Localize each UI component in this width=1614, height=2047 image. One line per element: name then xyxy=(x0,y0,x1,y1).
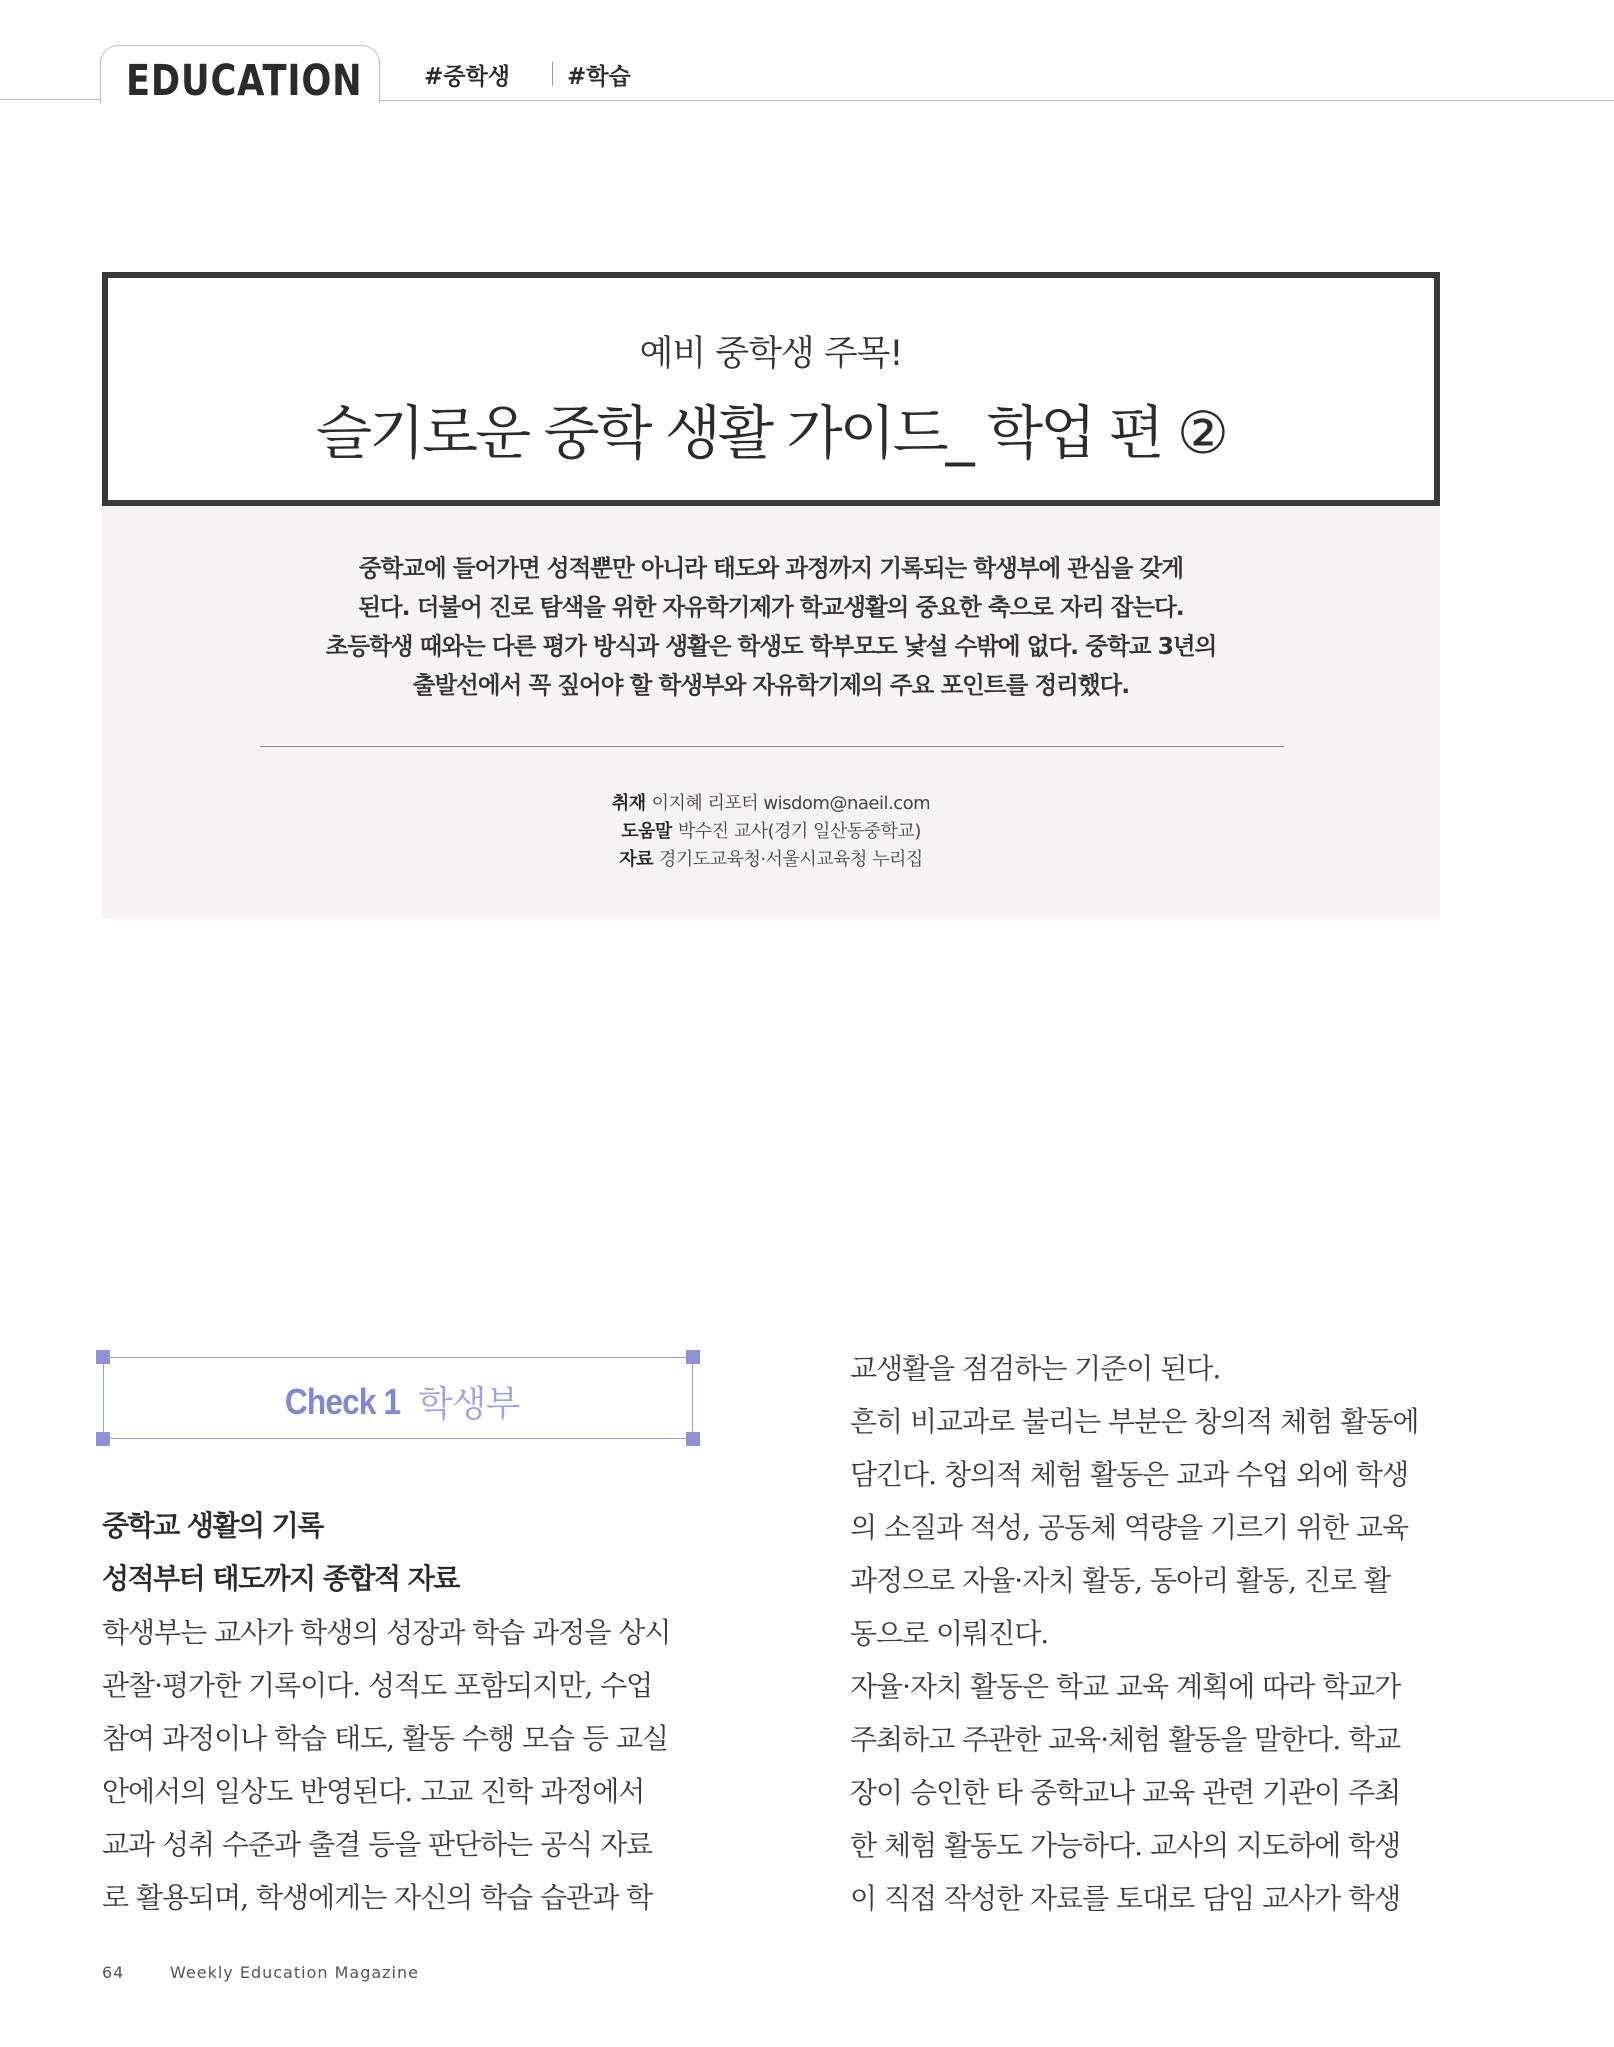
check-section-box xyxy=(103,1357,693,1439)
tag-separator xyxy=(552,62,553,86)
corner-square-icon xyxy=(686,1432,700,1446)
lead-line: 초등학생 때와는 다른 평가 방식과 생활은 학생도 학부모도 낯설 수밖에 없다. 중학교 3년의 xyxy=(325,632,1217,660)
tag-study: #학습 xyxy=(567,64,631,90)
body-line: 로 활용되며, 학생에게는 자신의 학습 습관과 학 xyxy=(102,1881,653,1914)
lead-divider xyxy=(260,746,1284,747)
corner-square-icon xyxy=(686,1350,700,1364)
check-label: Check 1 xyxy=(284,1380,401,1422)
lead-paragraph xyxy=(262,549,1280,705)
section-heading: 성적부터 태도까지 종합적 자료 xyxy=(102,1562,459,1595)
body-column-left xyxy=(102,1606,692,1924)
body-line: 안에서의 일상도 반영된다. 고교 진학 과정에서 xyxy=(102,1775,645,1808)
body-line: 장이 승인한 타 중학교나 교육 관련 기관이 주최 xyxy=(850,1776,1401,1809)
lead-line: 출발선에서 꼭 짚어야 할 학생부와 자유학기제의 주요 포인트를 정리했다. xyxy=(412,671,1130,699)
credit-advisor xyxy=(102,818,1440,846)
tag-middle-school: #중학생 xyxy=(424,64,510,90)
header-rule-right xyxy=(380,100,1614,101)
credit-key: 자료 xyxy=(619,849,653,870)
body-line: 학생부는 교사가 학생의 성장과 학습 과정을 상시 xyxy=(102,1616,671,1649)
credit-key: 도움말 xyxy=(621,821,672,842)
credit-value: 이지혜 리포터 wisdom@naeil.com xyxy=(651,793,931,814)
corner-square-icon xyxy=(96,1350,110,1364)
body-line: 흔히 비교과로 불리는 부분은 창의적 체험 활동에 xyxy=(850,1405,1419,1438)
magazine-name: Weekly Education Magazine xyxy=(170,1963,419,1982)
body-line: 과정으로 자율·자치 활동, 동아리 활동, 진로 활 xyxy=(850,1564,1390,1597)
body-line: 교과 성취 수준과 출결 등을 판단하는 공식 자료 xyxy=(102,1828,653,1861)
title-box xyxy=(102,272,1440,506)
body-line: 주최하고 주관한 교육·체험 활동을 말한다. 학교 xyxy=(850,1723,1401,1756)
body-line: 한 체험 활동도 가능하다. 교사의 지도하에 학생 xyxy=(850,1829,1401,1862)
body-column-right xyxy=(850,1342,1440,1925)
credits xyxy=(102,790,1440,874)
credit-reporter xyxy=(102,790,1440,818)
article-subtitle: 예비 중학생 주목! xyxy=(639,334,903,374)
credit-value: 박수진 교사(경기 일산동중학교) xyxy=(677,821,921,842)
lead-line: 된다. 더불어 진로 탐색을 위한 자유학기제가 학교생활의 중요한 축으로 자리 잡는다. xyxy=(358,593,1184,621)
lead-line: 중학교에 들어가면 성적뿐만 아니라 태도와 과정까지 기록되는 학생부에 관심을 갖게 xyxy=(358,554,1184,582)
body-line: 관찰·평가한 기록이다. 성적도 포함되지만, 수업 xyxy=(102,1669,653,1702)
lead-box xyxy=(102,506,1440,918)
body-line: 담긴다. 창의적 체험 활동은 교과 수업 외에 학생 xyxy=(850,1458,1409,1491)
credit-source xyxy=(102,846,1440,874)
section-tab xyxy=(100,45,380,106)
article-title: 슬기로운 중학 생활 가이드_ 학업 편 ② xyxy=(315,399,1226,467)
body-line: 동으로 이뤄진다. xyxy=(850,1617,1049,1650)
body-line: 참여 과정이나 학습 태도, 활동 수행 모습 등 교실 xyxy=(102,1722,669,1755)
body-line: 자율·자치 활동은 학교 교육 계획에 따라 학교가 xyxy=(850,1670,1401,1703)
header-rule-left xyxy=(0,99,100,100)
credit-key: 취재 xyxy=(611,793,646,814)
body-line: 교생활을 점검하는 기준이 된다. xyxy=(850,1352,1221,1385)
section-heading: 중학교 생활의 기록 xyxy=(102,1509,323,1542)
corner-square-icon xyxy=(96,1432,110,1446)
body-line: 의 소질과 적성, 공동체 역량을 기르기 위한 교육 xyxy=(850,1511,1409,1544)
credit-value: 경기도교육청·서울시교육청 누리집 xyxy=(659,849,923,870)
body-line: 이 직접 작성한 자료를 토대로 담임 교사가 학생 xyxy=(850,1882,1401,1915)
page-number: 64 xyxy=(102,1963,125,1982)
check-name: 학생부 xyxy=(417,1384,520,1425)
section-label: EDUCATION xyxy=(126,56,363,106)
check-title xyxy=(104,1376,692,1427)
